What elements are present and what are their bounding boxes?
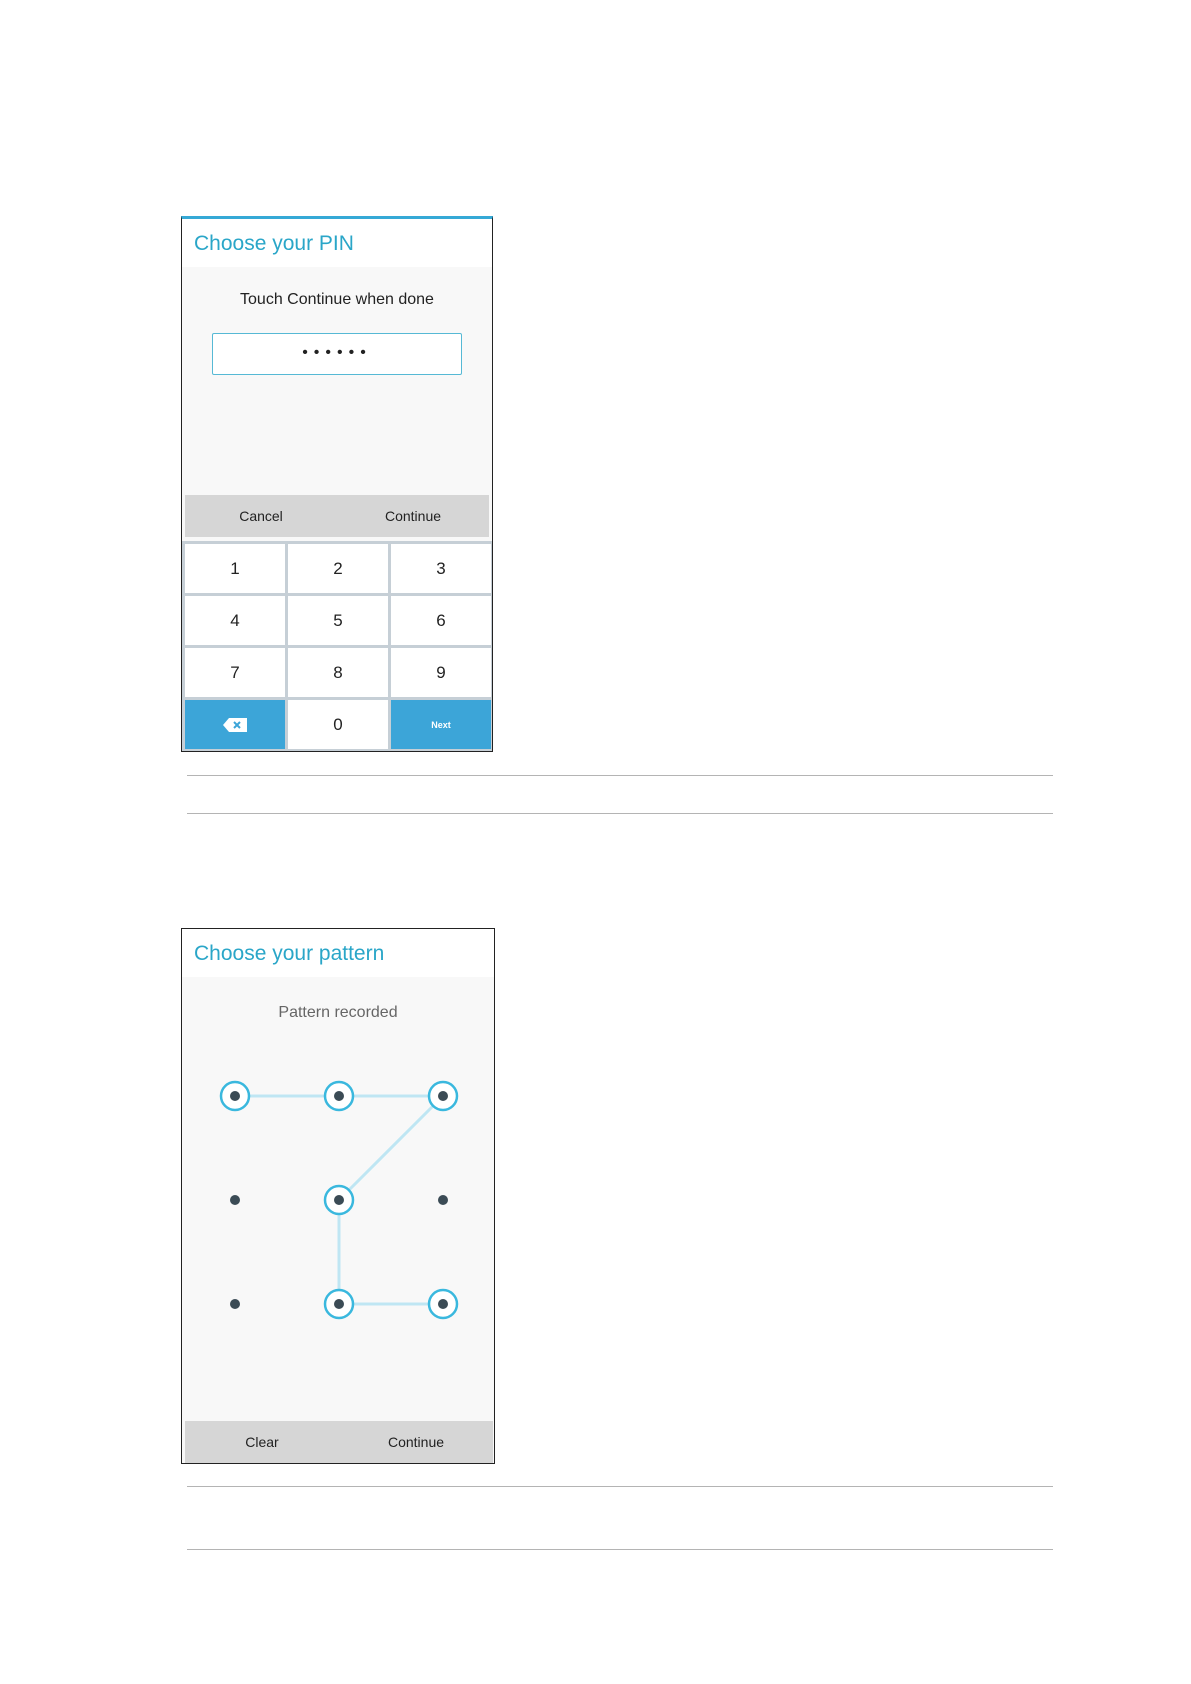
pattern-grid[interactable] xyxy=(182,929,494,1463)
pattern-dot[interactable] xyxy=(438,1195,448,1205)
divider-line xyxy=(187,775,1053,776)
pin-hint: Touch Continue when done xyxy=(240,291,434,308)
clear-button[interactable]: Clear xyxy=(245,1434,279,1450)
pattern-dot[interactable] xyxy=(334,1299,344,1309)
pin-title-bar xyxy=(182,219,492,267)
pin-action-bar xyxy=(185,495,489,537)
key-9[interactable]: 9 xyxy=(391,648,491,697)
next-key[interactable] xyxy=(391,700,491,749)
key-3[interactable]: 3 xyxy=(391,544,491,593)
divider-line xyxy=(187,813,1053,814)
backspace-key[interactable] xyxy=(185,700,285,749)
pattern-path-segment xyxy=(339,1096,443,1200)
pattern-setup-screen xyxy=(181,928,495,1464)
pattern-action-bar xyxy=(185,1421,493,1463)
key-7[interactable]: 7 xyxy=(185,648,285,697)
numeric-keypad xyxy=(182,541,493,752)
backspace-icon xyxy=(223,718,247,732)
pattern-dot[interactable] xyxy=(334,1195,344,1205)
key-4[interactable]: 4 xyxy=(185,596,285,645)
key-8[interactable]: 8 xyxy=(288,648,388,697)
pattern-hint: Pattern recorded xyxy=(278,1004,398,1021)
next-key-label: Next xyxy=(431,719,451,730)
cancel-button[interactable]: Cancel xyxy=(239,508,283,524)
pin-input[interactable]: •••••• xyxy=(212,333,462,375)
continue-button[interactable]: Continue xyxy=(384,508,442,524)
pattern-dot[interactable] xyxy=(438,1091,448,1101)
pin-screen-title: Choose your PIN xyxy=(194,232,354,255)
divider-line xyxy=(187,1486,1053,1487)
pin-setup-screen xyxy=(181,216,493,752)
key-6[interactable]: 6 xyxy=(391,596,491,645)
key-0[interactable]: 0 xyxy=(288,700,388,749)
key-1[interactable]: 1 xyxy=(185,544,285,593)
pattern-dot[interactable] xyxy=(230,1195,240,1205)
key-5[interactable]: 5 xyxy=(288,596,388,645)
pattern-dot[interactable] xyxy=(230,1091,240,1101)
key-2[interactable]: 2 xyxy=(288,544,388,593)
pattern-dot[interactable] xyxy=(334,1091,344,1101)
divider-line xyxy=(187,1549,1053,1550)
pattern-screen-title: Choose your pattern xyxy=(194,942,385,965)
pattern-dot[interactable] xyxy=(438,1299,448,1309)
continue-button[interactable]: Continue xyxy=(387,1434,445,1450)
pattern-dot[interactable] xyxy=(230,1299,240,1309)
